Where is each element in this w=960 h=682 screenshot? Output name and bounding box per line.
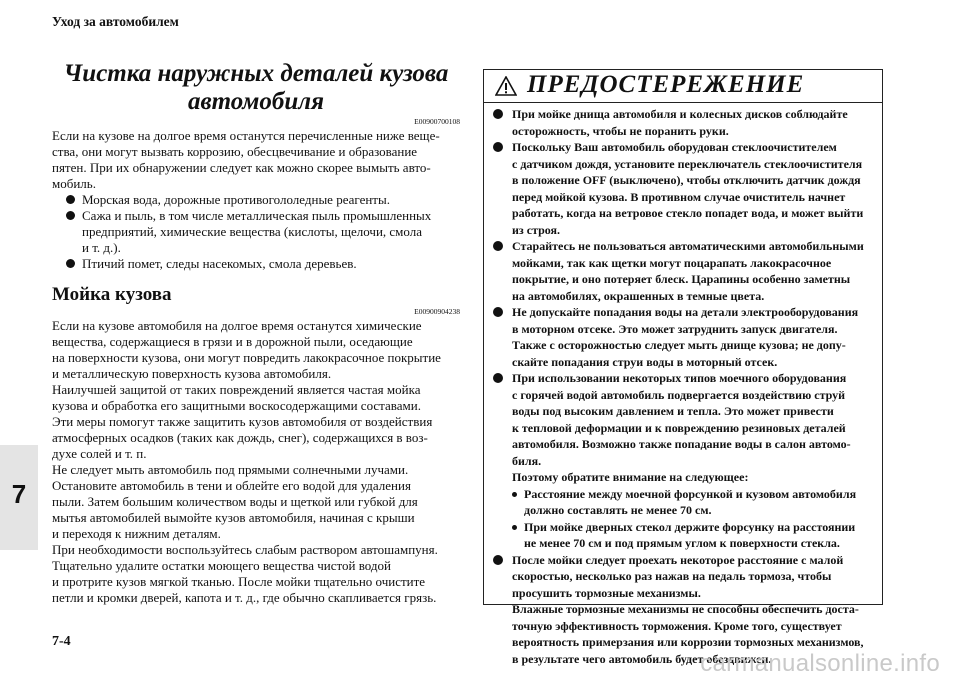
text-line: точную эффективность торможения. Кроме того, существует [512,618,842,633]
section-code: E00900904238 [414,307,460,316]
bullet-icon [493,555,503,565]
text-line: Не допускайте попадания воды на детали электрооборудования [512,305,859,319]
text-line: Если на кузове на долгое время останутся перечисленные ниже веще- [52,128,440,143]
title-line-2: автомобиля [187,88,325,115]
text-line: с датчиком дождя, установите переключатель стеклоочистителя [512,156,863,171]
text-line: мытья автомобилей вымойте кузов автомобиля, начиная с крыши [52,510,415,525]
section-title-body-wash: Мойка кузова [52,284,172,305]
text-line: мобиль. [52,176,96,191]
text-line: скоростью, несколько раз нажав на педаль тормоза, чтобы [512,569,832,583]
text-line: биля. [512,453,542,468]
running-header: Уход за автомобилем [52,14,179,29]
text-line: ства, они могут вызвать коррозию, обесцвечивание и образование [52,144,418,159]
watermark: carmanualsonline.info [700,650,940,677]
text-line: и протрите кузов мягкой тканью. После мойки тщательно очистите [52,574,426,589]
warning-subitem [492,519,872,552]
text-line: вероятность примерзания или коррозии тормозных механизмов, [512,635,864,649]
bullet-icon [66,259,75,268]
bullet-icon [493,109,503,119]
bullet-icon [66,211,75,220]
text-line: кузова и обработка его защитными воскосодержащими составами. [52,398,421,413]
text-line: При мойке днища автомобиля и колесных дисков соблюдайте [512,107,848,121]
text-line: работать, когда на ветровое стекло попадет вода, и может выйти [512,206,864,220]
bullet-icon [493,142,503,152]
text-line: Наилучшей защитой от таких повреждений является частая мойка [52,382,421,397]
text-line: Морская вода, дорожные противогололедные реагенты. [82,192,390,207]
text-line: и металлическую поверхность кузова автомобиля. [52,366,332,381]
text-line: из строя. [512,222,561,237]
text-line: Поскольку Ваш автомобиль оборудован стеклоочистителем [512,140,837,154]
section-title-exterior-cleaning [52,60,460,116]
text-line: Сажа и пыль, в том числе металлическая пыль промышленных [82,208,432,223]
text-line: с горячей водой автомобиль подвергается воздействию струй [512,387,846,402]
list-item [52,256,460,272]
text-line: перед мойкой кузова. В противном случае очиститель начнет [512,189,846,204]
text-line: Эти меры помогут также защитить кузов автомобиля от воздействия [52,414,433,429]
chapter-number: 7 [11,479,27,509]
text-line: на автомобилях, окрашенных в темные цвета. [512,288,765,303]
text-line: Остановите автомобиль в тени и облейте его водой для удаления [52,478,411,493]
substance-list [52,192,460,272]
list-item [52,192,460,208]
text-line: к тепловой деформации и к повреждению резиновых деталей [512,420,846,435]
text-line: Птичий помет, следы насекомых, смола деревьев. [82,256,357,271]
warning-item [492,238,872,304]
bullet-icon [493,373,503,383]
text-line: вещества, содержащиеся в грязи и в дорожной пыли, оседающие [52,334,413,349]
text-line: При необходимости воспользуйтесь слабым раствором автошампуня. [52,542,438,557]
bullet-icon [493,307,503,317]
warning-box [483,69,883,666]
text-line: пыли. Затем большим количеством воды и щеткой или губкой для [52,494,418,509]
page-number: 7-4 [52,634,71,649]
text-line: пятен. При их обнаружении следует как можно скорее вымыть авто- [52,160,431,175]
text-line: и т. д.). [82,240,121,255]
warning-item [492,304,872,370]
warning-header [484,70,882,103]
text-line: атмосферных осадков (таких как дождь, снег), содержащихся в воз- [52,430,428,445]
text-line: в моторном отсеке. Это может затруднить запуск двигателя. [512,321,838,336]
body-wash-paragraph [52,318,460,606]
text-line: и переходя к нижним деталям. [52,526,221,541]
text-line: Влажные тормозные механизмы не способны обеспечить доста- [512,602,859,616]
warning-body [484,103,882,667]
text-line: автомобиля. Возможно также попадание воды в салон автомо- [512,437,851,451]
left-column [52,60,460,606]
text-line: покрытие, и оно потеряет блеск. Царапины особенно заметны [512,272,851,286]
text-line: в результате чего автомобиль будет обездвижен. [512,651,772,666]
intro-paragraph [52,128,460,192]
text-line: предприятий, химические вещества (кислоты, щелочи, смола [82,224,422,239]
bullet-icon [512,525,517,530]
text-line: мойками, так как щетки могут поцарапать лакокрасочное [512,255,832,270]
bullet-icon [512,492,517,497]
text-line: скайте попадания струи воды в моторный отсек. [512,354,778,369]
text-line: должно составлять не менее 70 см. [524,503,712,517]
warning-subitem [492,486,872,519]
text-line: Также с осторожностью следует мыть днище кузова; не допу- [512,338,846,352]
warning-item [492,370,872,486]
text-line: Поэтому обратите внимание на следующее: [512,470,749,484]
bullet-icon [66,195,75,204]
text-line: на поверхности кузова, они могут повредить лакокрасочное покрытие [52,350,441,365]
text-line: Не следует мыть автомобиль под прямыми солнечными лучами. [52,462,409,477]
text-line: в положение OFF (выключено), чтобы отключить датчик дождя [512,173,861,187]
warning-item [492,139,872,238]
text-line: При использовании некоторых типов моечного оборудования [512,371,847,385]
list-item [52,208,460,256]
warning-triangle-icon [495,76,517,96]
text-line: петли и кромки дверей, капота и т. д., где обычно скапливается грязь. [52,590,437,605]
bullet-icon [493,241,503,251]
text-line: Если на кузове автомобиля на долгое время останутся химические [52,318,422,333]
text-line: осторожность, чтобы не поранить руки. [512,123,729,138]
text-line: не менее 70 см и под прямым углом к поверхности стекла. [524,536,840,550]
text-line: Расстояние между моечной форсункой и кузовом автомобиля [524,486,857,501]
text-line: Тщательно удалите остатки моющего вещества чистой водой [52,558,391,573]
warning-item [492,106,872,139]
text-line: просушить тормозные механизмы. [512,585,701,600]
text-line: Старайтесь не пользоваться автоматическими автомобильными [512,239,864,253]
text-line: После мойки следует проехать некоторое расстояние с малой [512,552,844,567]
text-line: При мойке дверных стекол держите форсунку на расстоянии [524,519,856,534]
text-line: воды под высоким давлением и тепла. Это может привести [512,404,834,418]
title-line-1: Чистка наружных деталей кузова [63,60,449,87]
section-code: E00900700108 [414,117,460,126]
warning-title: ПРЕДОСТЕРЕЖЕНИЕ [527,71,805,98]
text-line: духе солей и т. п. [52,446,147,461]
